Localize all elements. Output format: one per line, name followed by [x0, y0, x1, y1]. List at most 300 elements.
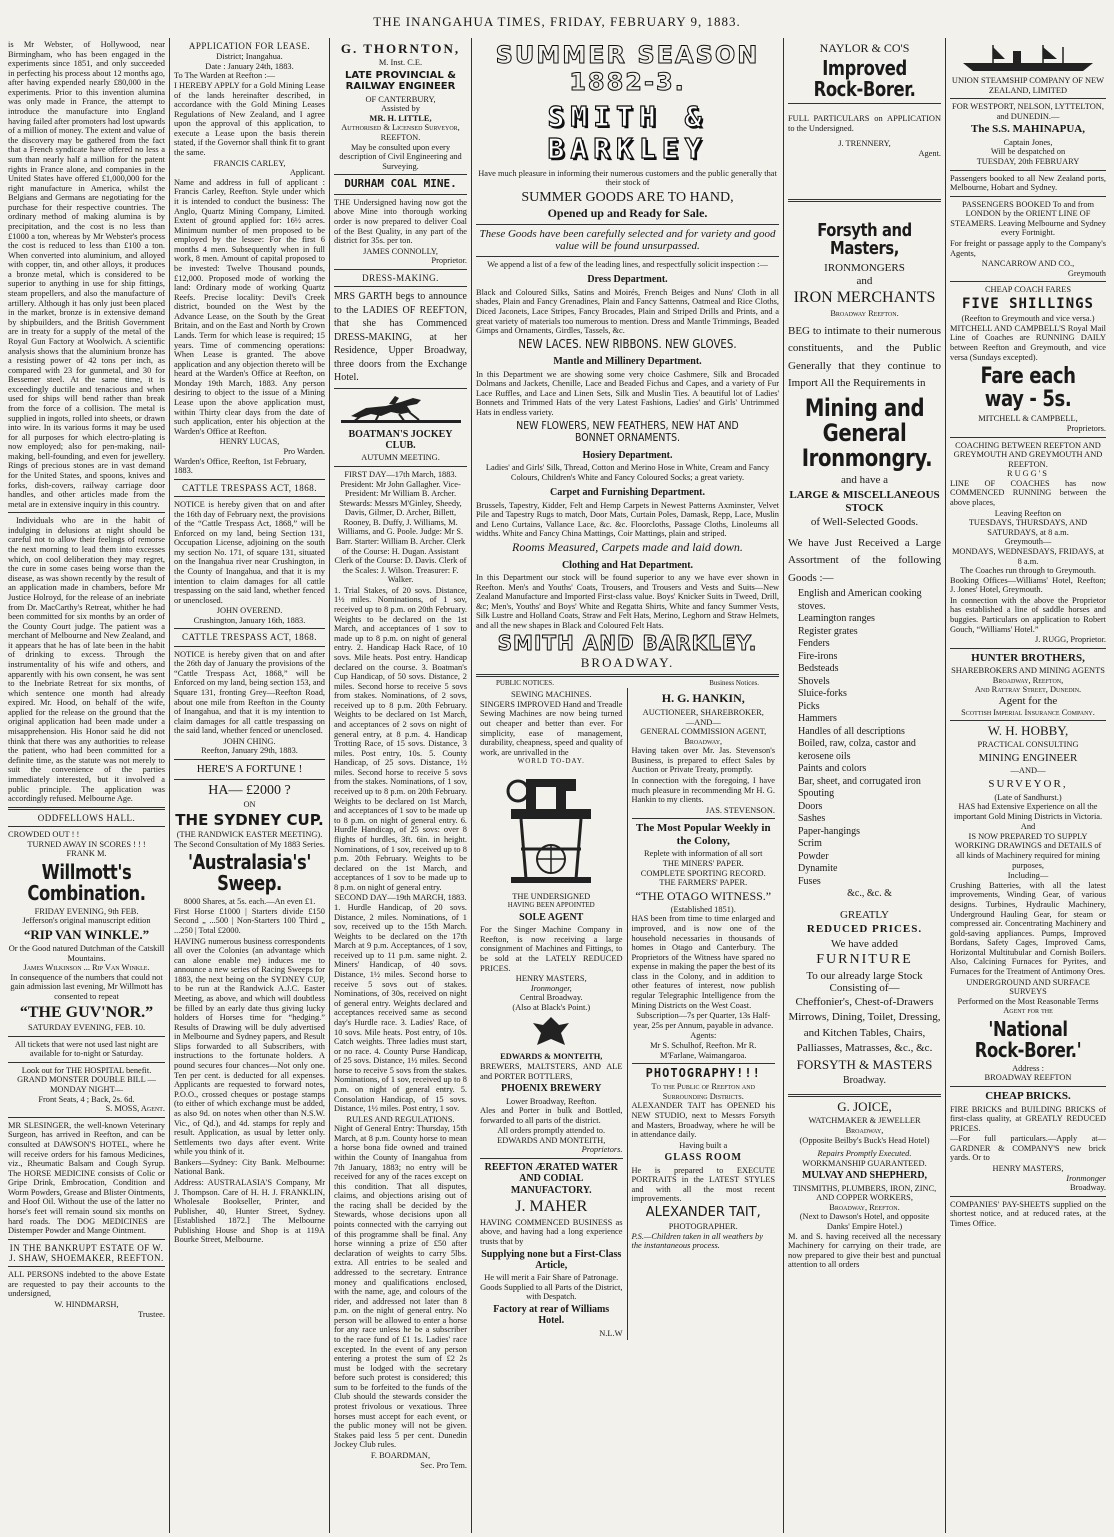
furniture-heading: FURNITURE	[816, 952, 913, 968]
brewers-text: BREWERS, MALTSTERS, AND ALE and PORTER BOTTLERS,	[480, 1061, 623, 1081]
next-text: (Next to Dawson's Hotel, and opposite Danks' Empire Hotel.)	[799, 1212, 930, 1232]
lease-details: Name and address in full of applicant : Francis Carley, Reefton. Style under which it is intended to conduct the business: The Anglo, Quartz Mining Company, Limited. Extent of ground applied for: 16½ acres. Minimum number of men proposed to be employed by the lessee: For the first 6 months 4 men. Subsequently when in full work, 8 men. Amount of capital proposed to be invested: Twelve Thousand pounds, £12,000. Proposed mode of working the land: Ordinary mode of working Quartz Reefs. Precise locality: Devil's Creek district, bounded on the West by the Advance Lease, on the South by the Great Britain, and on the East and North by Crown Lands. Term for which lease is required; 15 years. Time of commencing operations: When Lease is granted. The above application and any objection thereto will be heard at the Warden's Office at Reefton, on Monday 19th March, 1883. Any person desiring to object to the issue of a Mining Lease upon the above application must, within Thirty clear days from the date of such application, enter his objection at the Warden's Office at Reefton.	[174, 177, 325, 436]
central-text: Central Broadway.	[519, 993, 583, 1003]
prepared-text: IS NOW PREPARED TO SUPPLY WORKING DRAWINGS and DETAILS of all kinds of Machinery required for mining purposes,	[954, 831, 1102, 870]
divider	[174, 628, 325, 629]
for-text: FOR WESTPORT, NELSON, LYTTELTON, and DUNEDIN.—	[952, 102, 1104, 121]
divider	[476, 224, 779, 225]
rattray-text: And Rattray Street, Dunedin.	[974, 685, 1082, 695]
sec-text: Sec. Pro Tem.	[420, 1460, 467, 1470]
allpersons-text: ALL PERSONS indebted to the above Estate are requested to pay their accounts to the undersigned,	[8, 1270, 165, 1299]
clothing-heading: Clothing and Hat Department.	[561, 559, 694, 571]
append-text: We append a list of a few of the leading lines, and respectfully solicit inspection :—	[487, 259, 768, 269]
lease-title: APPLICATION FOR LEASE.	[188, 41, 311, 51]
joice-broadway: Broadway,	[845, 1126, 884, 1136]
races-day1: 1. Trial Stakes, of 20 sovs. Distance, 1½ miles. Nominations, of 1 sov, received up to 8 p.m. on 20th February. Weights to be declared on the 1st March, and acceptances of 1 sov to made up to 8 p.m. on night of general entry. 2. Handicap Hack Race, of 10 sovs. Mile heats. Post entry. Handicap declared on the course. 3. Boatman's Cup Handicap, of 50 sovs. Distance, 2 miles. Second horse to receive 5 sovs from stakes. Nominations, of 2 sovs, received up to 8 p.m. 20th February. Weights to be declared on 1st March, and acceptances of 2 sovs on night of general entry, at 8 p.m. 4. Handicap Trotting Race, of 15 sovs. Distance, 3 miles. Post entry, 10s. 5. County Handicap, of 25 sovs. Distance, 1½ miles. Second horse to receive 5 sovs from the stakes. Nominations, of 1 sov, received up to 8 p.m. on 20th February. Weights to be declared on 1st March, and acceptances of 1 sov to be made up to 8 p.m. on night of general entry. 6. Hurdle Handicap, of 25 sovs: over 8 flights of hurdles, 3ft. 6in. in height. Nominations, of 1 sov, received up to 8 p.m. 20th February. Weights to be declared on the 1st March, and acceptances of 1 sov to be made up to 8 p.m. on night of general entry.	[334, 585, 467, 892]
column-6	[946, 38, 1110, 1533]
opened-text: Opened up and Ready for Sale.	[547, 206, 708, 221]
hankin-body-2: In connection with the foregoing, I have much pleasure in recommending Mr H. G. Hankin to my clients.	[631, 775, 775, 805]
tinsmiths-text: TINSMITHS, PLUMBERS, IRON, ZINC, AND COPPER WORKERS,	[792, 1183, 937, 1203]
sharebrokers-text: SHAREBROKERS AND MINING AGENTS	[951, 666, 1105, 676]
hosiery-heading: Hosiery Department.	[582, 449, 673, 461]
firstday-text: FIRST DAY—17th March, 1883.	[344, 469, 457, 479]
photographer-text: PHOTOGRAPHER.	[668, 1222, 738, 1232]
stevenson-signature: JAS. STEVENSON.	[705, 805, 775, 815]
lower-broadway-text: Lower Broadway, Reefton.	[505, 1096, 597, 1106]
canterbury-text: OF CANTERBURY,	[365, 94, 436, 104]
fire-bricks-text: FIRE BRICKS and BUILDING BRICKS of first-class quality, at GREATLY REDUCED PRICES.	[950, 1104, 1106, 1133]
italic-text: These Goods have been carefully selected and for variety and good value will be found unsurpassed.	[479, 227, 776, 253]
rock-borer-heading: Improved Rock-Borer.	[813, 56, 916, 102]
turned-text: TURNED AWAY IN SCORES ! ! !	[27, 839, 146, 849]
days1-text: TUESDAYS, THURSDAYS, AND SATURDAYS, at 8 a.m.	[968, 518, 1088, 537]
divider	[334, 388, 467, 389]
goods-item: Powder	[798, 850, 829, 862]
trespass-title-1: CATTLE TRESPASS ACT, 1868.	[181, 482, 318, 493]
garth-body: MRS GARTH begs to announce to the LADIES OF REEFTON, that she has Commenced DRESS-MAKING, at her Residence, Upper Broadway, three doors from the Exchange Hotel.	[334, 291, 467, 384]
replete-text: Replete with information of all sort	[644, 849, 763, 859]
aluminium-article: is Mr Webster, of Hollywood, near Birmingham, who has been engaged in the experiments since 1851, and only succeeded in perfecting his process about 12 months ago, after having expended nearly £80,000 in the experiments. Prior to this invention alumina was only made in France, the attempt to introduce the manufacture into England having failed after promoters had lost upwards of a million of money. The extent and value of the discovery may be gathered from the fact that a French syndicate have offered no less a sum than nearly half a million for the patent rights in France alone, and companies in the United States have offered £1,000,000 for the right manufacture in America, whilst the Belgians and Germans are negotiating for the purchase for their respective countries. The ordinary method of making alumina is by precipitation, and the cost is no less than £1000 a ton, whereas by Mr Webster's process the cost is reduced to less than £100 a ton. When converted into aluminium, and alloyed with copper, tin, and other alloys, it produces a bronze metal, which is considered to be superior to anything in use for ship fittings, steam propellers, and also the manufacture of artillery. Although it has only just been placed in the market, bronze is in extensive demand by shipbuilders, and the British Government are in treaty for a supply of the metal of the Royal Gun Factory at Woolwich. A scientific analysis shows that the aluminium bronze has a resisting power of 42 tons per inch, as compared with 23 for gunmetal, and 30 for Bessemer steel. At the same time, it is exceedingly ductile and tenacious and when used for ships will bend rather than break from the force of a collision. The metal is supplied in ingots, rolled into sheets, or drawn into wire. In its various forms it may be used for all purposes for which electro-plating is now employed; also for pen-making, nail-making, bell-founding, and even for jewellery. Rings of precious stones are in vast demand for the United States, and spoons, knives and forks, dish-covers, railway carriage door handles, and other articles made from the metal are in extensive inquiry in this country.	[8, 40, 165, 509]
surveyor-heading: SURVEYOR,	[988, 778, 1068, 791]
mining-engineer: MINING ENGINEER	[978, 751, 1078, 764]
authorised-text: Authorised & Licensed Surveyor,	[341, 123, 460, 133]
notices-subcolumns	[476, 688, 779, 1340]
greatly-text: GREATLY	[839, 908, 889, 921]
divider	[950, 720, 1106, 721]
ironmongers-text: IRONMONGERS	[824, 262, 905, 275]
racehorse-illustration	[341, 392, 461, 426]
photo-to-text: To the Public of Reefton and Surrounding Districts.	[651, 1082, 755, 1101]
goods-item: Paper-hangings	[798, 825, 861, 837]
ching-date: Reefton, January 29th, 1883.	[201, 746, 298, 756]
notices-labels	[476, 680, 779, 688]
prizes-text: First Horse £1000 | Starters divide £150 Second „ ...500 | Non-Starters 100 Third „ ...250 | Total £2000.	[174, 906, 325, 935]
and-text: —AND—	[685, 717, 721, 727]
consequence-text: In consequence of the numbers that could not gain admission last evening, Mr Willmott has consented to repeat	[10, 972, 163, 1001]
having-been-text: HAVING BEEN APPOINTED	[507, 900, 595, 909]
and-text: and	[856, 274, 873, 287]
supplying-text: Supplying none but a First-Class Article,	[481, 1248, 622, 1271]
henry-masters-text: HENRY MASTERS,	[515, 974, 587, 984]
seats-text: Front Seats, 4 ; Back, 2s. 6d.	[38, 1094, 135, 1104]
rules-body: Night of General Entry: Thursday, 15th March, at 8 p.m. County horse to mean a horse bona fide owned and trained within the County of Inangahua from 7th January, 1883; no entry will be received for any of the races except on this condition. That all disputes, claims, and objections arising out of the racing shall be decided by the Stewards, whose decisions upon all points connected with the carrying out of this programme shall be final. Any horse winning a prize of £50 after declaration of weights to carry 5lbs. extra. All entries to be sealed and addressed to the secretary. Entrance money and qualifications enclosed, with the name, age, and colours of the rider, and addressed not later than 8 p.m. on the night of general entry. No person will be allowed to enter a horse for any race unless he be a subscriber to the race fund of £1 1s. Ladies' race excepted. In the event of any person entering a protest the sum of £2 2s must be lodged with the secretary before such protest is considered; this sum to be forfeited to the funds of the Club should the stewards consider the protest frivolous or vexatious. Three horses must accept for each event, or the public money will not be given. Stakes paid less 5 per cent. Dunedin Jockey Club rules.	[334, 1124, 467, 1450]
dressmaking-heading: DRESS-MAKING.	[362, 272, 439, 283]
thornton-heading: G. THORNTON,	[340, 41, 461, 56]
clothing-body: In this Department our stock will be found superior to any we have ever shown in Reefton. Men's and Youths' Coats, Trousers, and Trousers and Vests and Suits—New Zealand Manufacture and Imported First-class value. Boys' Knicker Suits in Tweed, Drill, &c; Men's, Youths' and Boys' White and Regatta Shirts, White and fancy Summer Vests, Silk Lustre and Holland Coats, Straw and Felt Hats, Merino, Leghorn and Straw Helmets, and all the new shapes in Black and Coloured Felt Hats.	[476, 573, 779, 630]
trennery-signature: J. TRENNERY,	[838, 139, 891, 149]
late-engineer: LATE PROVINCIAL & RAILWAY ENGINEER	[345, 69, 456, 93]
divider	[334, 174, 467, 175]
inebriate-article: Individuals who are in the habit of indulging in delusions at night should be careful not to allow their feelings of remorse the next morning to lead them into excesses which, on cool deliberation they may regret, the cure in some cases being worse than the disease, as was shown recently by the result of an application made in chambers, before Mr Justice Holroyd, for the release of an inebriate from Dr. MacCarthy's Retreat, whither he had been committed for six months by an order of the County Court judge. The patient was a merchant of Melbourne and New Zealand, and it appears that he has of late been in the habit of drinking to excess. Through the instrumentality of his wife and others, and apparently with his own consent, he was sent to the Inebriate Retreat for six months, of which sentence one month had already expired. Mr. Hood, on behalf of the wife, applied for the release on the ground that the original application had been made under a misapprehension. His Honor said he did not think that there was any authorities to release the patient, who had been committed for a definite time, as the statute was not merely to suit the convenience of the parties immediately interested, but it involved a public principle. The application was accordingly refused. Melbourne Age.	[8, 516, 165, 804]
steamship-illustration	[953, 43, 1103, 73]
mantle-heading: Mantle and Millinery Department.	[553, 356, 702, 368]
goods-item: Scrim	[798, 838, 822, 850]
divider	[8, 1239, 165, 1240]
goods-item: Dynamite	[798, 863, 838, 875]
district-text: District; Inangahua.	[216, 52, 283, 62]
ching-signature: JOHN CHING.	[223, 736, 276, 746]
durham-body: THE Undersigned having now got the above Mine into thorough working order is now prepared to deliver Coal of the Best Quality, in any part of the district for 35s. per ton.	[334, 197, 467, 246]
and-text: —AND—	[1010, 766, 1046, 776]
carley-signature: FRANCIS CARLEY,	[213, 158, 286, 168]
undersigned-text: THE UNDERSIGNED	[512, 892, 591, 902]
auctioneer-text: AUCTIONEER, SHAREBROKER,	[642, 707, 764, 717]
goods-item: Leamington ranges	[798, 613, 875, 625]
goods-list	[788, 588, 941, 901]
divider	[950, 1196, 1106, 1197]
divider	[632, 818, 776, 819]
maher-heading: J. MAHER	[515, 1198, 588, 1216]
goods-item: Sluice-forks	[798, 688, 847, 700]
captain-text: Captain Jones,	[1003, 137, 1053, 147]
to-warden: To The Warden at Reefton :—	[174, 71, 275, 81]
goods-item: Bar, sheet, and corrugated iron	[798, 775, 921, 787]
second-consultation: The Second Consultation of My 1883 Series.	[174, 839, 325, 849]
mitchell-text: MITCHELL AND CAMPBELL'S Royal Mail Line of Coaches are RUNNING DAILY between Reefton and Greymouth, and vice versa (Sundays excepted).	[950, 323, 1106, 362]
carpet-body: Brussels, Tapestry, Kidder, Felt and Hemp Carpets in Newest Patterns Axminster, Velvet Pile and Tapestry Rugs to match, Door Mats, Curtain Poles, Damask, Repp, Lace, Muslin and Leno Curtains, Vallance Lace, &c. &c. Floorcloths, Passage Cloths, Linoleums all widths. White and Fancy China Mattings, Coir Mattings, plain and striped.	[476, 500, 779, 539]
races-day2: 1. Hurdle Handicap, of 20 sovs. Distance, 2 miles. Nominations, of 1 sov, received up to the 15th March. Weights to be declared on the 17th March at 9 p.m. Acceptances, of 1 sov, received up to 11 p.m. same night. 2. Miners' Handicap, of 40 sovs. Distance, 1½ miles. Second horse to receive 5 sovs out of stakes. Nominations, of 30s, received on night of general entry. Weights declared and acceptances received same as second day's Hurdle race. 3. Ladies' Race, of 10 sovs. Mile heats. Post entry, of 10s. Catch weights. Three ladies must start, or no race. 4. County Purse Handicap, of 25 sovs. Distance, 1½ miles. Second horse to receive 5 sovs from the stakes. Nominations, of 1 sov, received up to 8 p.m. on night of general entry. 5. Consolation Handicap, of 15 sovs. Distance, 1½ miles. Post entry, 1 sov.	[334, 902, 467, 1114]
ship-heading: The S.S. MAHINAPUA,	[971, 123, 1085, 136]
bankrupt-heading: IN THE BANKRUPT ESTATE OF W. J. SHAW, SHOEMAKER, REEFTON.	[9, 1242, 164, 1263]
divider	[8, 1117, 165, 1118]
divider	[476, 674, 779, 677]
repairs-text: Repairs Promptly Executed.	[817, 1149, 912, 1159]
divider	[334, 286, 467, 287]
or-good-text: Or the Good natured Dutchman of the Catskill Mountains.	[8, 944, 165, 963]
divider	[476, 256, 779, 257]
applicant-text: Applicant.	[289, 168, 325, 178]
divider	[950, 170, 1106, 171]
machinery-text: Crushing Batteries, with all the latest improvements, Winding Gear, of various designs. Turbines, Hydraulic Machinery, Underground Hauling Gear, for steam or compressed air. Concentrating Machinery and gold-saving appliances. Pumps, Improved Bordans, Safety Cages, Improved Cams, Horizontal Multitubular and Cornish Boilers. Also, Calcining Furnaces for Pyrites, and Furnaces for the Treatment of Antimony Ores.	[950, 880, 1106, 976]
assisted-text: Assisted by	[381, 104, 420, 114]
consulted-text: May be consulted upon every description of Civil Engineering and Surveying.	[339, 142, 462, 171]
union-heading: UNION STEAMSHIP COMPANY OF NEW ZEALAND, LIMITED	[951, 76, 1105, 95]
greymouth2-text: Greymouth—	[1004, 537, 1052, 547]
goods-item: Shovels	[798, 675, 830, 687]
address-label: Address :	[1012, 1063, 1044, 1073]
general-text: GENERAL COMMISSION AGENT,	[640, 727, 767, 737]
late-text: (Late of Sandhurst.)	[994, 792, 1062, 802]
connolly-signature: JAMES CONNOLLY,	[363, 246, 438, 256]
hobby-heading: W. H. HOBBY,	[987, 723, 1069, 739]
broadway-text: BROADWAY.	[580, 655, 675, 671]
rooms-text: Rooms Measured, Carpets made and laid down.	[512, 539, 743, 554]
goods-item: Boiled, raw, colza, castor and kerosene oils	[798, 738, 916, 762]
coaching-text: COACHING BETWEEN REEFTON AND GREYMOUTH AND GREYMOUTH AND REEFTON.	[953, 440, 1103, 469]
moss-signature: S. MOSS, Agent.	[105, 1104, 165, 1114]
sole-agent-heading: SOLE AGENT	[519, 911, 584, 923]
hosiery-body: Ladies' and Girls' Silk, Thread, Cotton and Merino Hose in White, Cream and Fancy Colours, Children's White and Fancy Coloured Socks; a great variety.	[485, 463, 770, 482]
scottish-text: Scottish Imperial Insurance Company.	[961, 707, 1095, 717]
carpet-heading: Carpet and Furnishing Department.	[549, 487, 705, 499]
watchmaker-text: WATCHMAKER & JEWELLER	[808, 1116, 921, 1126]
divider	[174, 479, 325, 480]
column-4	[472, 38, 784, 1533]
goods-item: Picks	[798, 700, 820, 712]
subscription-text: Subscription—7s per Quarter, 13s Half-year, 25s per Annum, payable in advance.	[633, 1011, 774, 1030]
jockey-heading: BOATMAN'S JOCKEY CLUB.	[348, 428, 453, 451]
bricks-heading: CHEAP BRICKS.	[985, 1090, 1071, 1103]
agent-for-text: Agent for the	[998, 694, 1058, 707]
divider	[950, 437, 1106, 438]
sewing-machine-illustration	[496, 769, 606, 889]
divider	[950, 281, 1106, 282]
joice-heading: G. JOICE,	[837, 1099, 892, 1115]
pro-warden-text: Pro Warden.	[283, 446, 325, 456]
divider	[334, 269, 467, 270]
agents-list: Mr S. Schulhof, Reefton. Mr R. M'Farlane, Waimangaroa.	[650, 1040, 757, 1060]
sweep-body: HAVING numerous business correspondents all over the Colonies (an advantage which can alone enable me) induces me to announce a new series of Racing Sweeps for 1883, the next being on the SYDNEY CUP, to be run at the Randwick A.J.C. Easter Meeting, as above, and which will doubtless be filled by an early date thus giving lucky holders of Horses time for “hedging.” Results of Drawing will be duly advertised in Melbourne and Sydney papers, and Result Slips forwarded to all Subscribers, with instructions to the fortunate holders. A pound secures four chances—Not only one. Ten per cent. is deducted for all expenses. Applicants are requested to forward notes, P.O.O., crossed cheques or postage stamps (to either of which exchange must be added, as also 9d. on notes when other than N.S.W. Vic., of Qd.), and 4d. stamps for reply and result. Application, as usual by letter only. Settlements two days after event. Write while you think of it.	[174, 936, 325, 1157]
autumn-text: AUTUMN MEETING.	[361, 453, 440, 463]
divider	[788, 1094, 941, 1097]
divider	[8, 1266, 165, 1267]
column-1	[4, 38, 170, 1533]
connection-text: In connection with the above the Proprietor has established a line of saddle horses and buggies. Particulars on application to Robert Gouch, “Williams' Hotel.”	[950, 595, 1106, 634]
divider	[174, 779, 325, 780]
hankin-body: Having taken over Mr. Jas. Stevenson's Business, is prepared to effect Sales by Auction or Private Treaty, promptly.	[631, 746, 775, 775]
mulvay-body: M. and S. having received all the necessary Machinery for carrying on their trade, are now prepared to give their best and punctual attention to all orders	[788, 1231, 941, 1270]
edwards-signature: EDWARDS AND MONTEITH,	[497, 1135, 606, 1145]
mulvay-broadway: Broadway, Reefton.	[829, 1202, 900, 1212]
coaches-text: The Coaches run through to Greymouth.	[960, 566, 1096, 576]
minst-text: M. Inst. C.E.	[378, 58, 423, 68]
proprietor-text: Proprietor.	[431, 256, 467, 266]
goods-item: &c., &c. &	[847, 888, 892, 900]
freight-text: For freight or passage apply to the Company's Agents,	[950, 239, 1106, 258]
ales-text: Ales and Porter in bulk and Bottled, forwarded to all parts of the district.	[480, 1106, 623, 1125]
divider	[8, 826, 165, 827]
photography-heading: PHOTOGRAPHY!!!	[645, 1066, 761, 1081]
tait-heading: ALEXANDER TAIT,	[645, 1205, 761, 1221]
established-text: (Established 1851).	[670, 904, 736, 914]
farmers-text: THE FARMERS' PAPER.	[659, 878, 748, 888]
willmott-heading: Willmott's Combination.	[27, 859, 146, 905]
miners-paper-text: THE MINERS' PAPER.	[662, 858, 744, 868]
edwards-heading: EDWARDS & MONTEITH,	[500, 1052, 603, 1062]
flowers-text: NEW FLOWERS, NEW FEATHERS, NEW HAT AND BONNET ORNAMENTS.	[516, 418, 739, 445]
ruggs-text: RUGG'S	[1007, 469, 1049, 479]
date-text: Date : January 24th, 1883.	[205, 61, 294, 71]
goods-item: English and American cooking stoves.	[798, 588, 922, 612]
smith-barkley-heading: SMITH & BARKLEY	[547, 99, 708, 165]
divider	[950, 98, 1106, 99]
goods-item: Doors	[798, 800, 823, 812]
proprietors-text: Proprietors.	[581, 1145, 623, 1155]
lucas-signature: HENRY LUCAS,	[219, 437, 280, 447]
factory-text: Factory at rear of Williams Hotel.	[493, 1304, 610, 1327]
cast-text: James Wilkinson ... Rip Van Winkle.	[23, 963, 150, 973]
oddfellows-title: ODDFELLOWS HALL.	[37, 812, 136, 823]
divider	[174, 496, 325, 497]
world-text: WORLD TO-DAY.	[517, 757, 585, 766]
ironmonger-text: Ironmonger	[1066, 1173, 1106, 1183]
hunter-broadway: Broadway, Reefton,	[992, 675, 1064, 685]
divider	[174, 646, 325, 647]
divider	[8, 512, 165, 513]
large-stock-heading: LARGE & MISCELLANEOUS STOCK	[789, 488, 940, 514]
otago-heading: “THE OTAGO WITNESS.”	[635, 888, 772, 903]
cheap-coach: CHEAP COACH FARES	[984, 285, 1072, 295]
intro-text: Have much pleasure in informing their numerous customers and the public generally that their stock of	[478, 168, 777, 188]
fm-broadway: Broadway.	[843, 1074, 886, 1086]
boardman-signature: F. BOARDMAN,	[370, 1450, 431, 1460]
divider	[8, 1036, 165, 1037]
goods-item: Paints and colors	[798, 763, 867, 775]
passengers-text: Passengers booked to all New Zealand ports, Melbourne, Hobart and Sydney.	[950, 173, 1106, 193]
agents-label: Agents:	[690, 1031, 717, 1041]
ps-text: P.S.—Children taken in all weathers by the instantaneous process.	[631, 1231, 763, 1251]
dress-body: Black and Coloured Silks, Satins and Moirés, French Beiges and Nuns' Cloth in all shades, Plain and Fancy Grenadines, Plain and Fancy Sattenns, Oatmeal and Rice Cloths, Diced Jaconets, Lace Stripes, Fancy Brocades, Plain and Striped Drills and Prints, and a great variety of materials too numerous to mention. Dress and Mantle Trimmings, Beaded Gimps and Ornaments, Girdles, Tassels, &c.	[476, 287, 779, 336]
nlw-text: N.L.W	[599, 1328, 623, 1338]
goods-item: Bedsteads	[798, 663, 839, 675]
sub-column-left	[476, 688, 628, 1340]
despatch-text: Will be despatched on	[990, 147, 1066, 157]
national-heading: 'National Rock-Borer.'	[974, 1016, 1082, 1062]
popular-heading: The Most Popular Weekly in the Colony,	[635, 822, 771, 847]
henry-text: HENRY MASTERS,	[992, 1164, 1064, 1174]
column-2	[170, 38, 330, 1533]
have-a-text: and have a	[840, 474, 889, 487]
goods-item: Register grates	[798, 625, 858, 637]
agent-for2-text: Agent for the	[1003, 1006, 1053, 1016]
overend-date: Crushington, January 16th, 1883.	[193, 615, 306, 625]
line-text: LINE OF COACHES has now COMMENCED RUNNING between the above places,	[950, 478, 1106, 508]
subs-text: 8000 Shares, at 5s. each.—An even £1.	[183, 897, 316, 907]
sweep-address: Address: AUSTRALASIA'S Company, Mr J. Thompson. Care of H. H. J. FRANKLIN, Wholesale Bookseller, Printer, and Publisher, 40, Hunter Street, Sydney. [Established 1872.] The Melbourne Publishing House and Shop is at 119A Bourke Street, Melbourne.	[174, 1177, 325, 1245]
hunter-heading: HUNTER BROTHERS,	[971, 651, 1085, 664]
agent-text: Agent.	[918, 148, 941, 158]
slesinger-ad: MR SLESINGER, the well-known Veterinary Surgeon, has arrived in Reefton, and can be consulted at DAWSON'S HOTEL, where he will receive orders for his famous Medicines, viz., Rheumatic Balsam and Cough Syrup. The HORSE MEDICINE consists of Colic or Gripe Drink, Embrocation, Condition and Worm Powders, Grease and Blister Ointments, and Hoof Oil. Without the use of the latter no horse's feet will remain sound six months on hard roads. The DOG MEDICINES are Distemper Powder and Mange Ointment.	[8, 1120, 165, 1236]
divider	[8, 1062, 165, 1063]
received-text: We have Just Received a Large Assortment of the following Goods :—	[788, 536, 941, 584]
reefton-text: REEFTON.	[380, 132, 421, 142]
overend-signature: JOHN OVEREND.	[216, 606, 283, 616]
laces-text: NEW LACES. NEW RIBBONS. NEW GLOVES.	[518, 336, 737, 351]
reduced-heading: REDUCED PRICES.	[806, 923, 923, 936]
randwick-text: (THE RANDWICK EASTER MEETING).	[176, 830, 323, 840]
divider	[334, 466, 467, 467]
opposite-text: (Opposite Beilby's Buck's Head Hotel)	[799, 1135, 930, 1145]
companies-text: COMPANIES' PAY-SHEETS supplied on the shortest notice, and at reduced rates, at the Times Office.	[950, 1199, 1106, 1228]
fortune-heading: HERE'S A FORTUNE !	[196, 763, 303, 776]
rugg-signature: J. RUGG, Proprietor.	[1035, 635, 1106, 645]
saturday-text: SATURDAY EVENING, FEB. 10.	[27, 1023, 146, 1033]
rip-van-winkle: “RIP VAN WINKLE.”	[23, 926, 150, 942]
leaving-text: Leaving Reefton on	[994, 508, 1062, 518]
column-5	[784, 38, 946, 1533]
booking-text: Booking Offices—Williams' Hotel, Reefton; J. Jones' Hotel, Greymouth.	[950, 575, 1106, 595]
jefferson-text: Jefferson's original manuscript edition	[22, 916, 151, 926]
lease-body: I HEREBY APPLY for a Gold Mining Lease of the lands hereinafter described, in accordance with the Gold Mining Leases Regulations of New Zealand, and I agree upon the approval of this application, to execute a Lease upon the basis therein stated, if the Governor shall think fit to grant the same.	[174, 80, 325, 158]
to-stock-text: To our already large Stock Consisting of—	[806, 969, 923, 995]
particulars-text: —For full particulars.—Apply at— GARDNER & COMPANY'S new brick yards. Or to	[950, 1134, 1106, 1163]
mulvay-heading: MULVAY AND SHEPHERD,	[801, 1170, 928, 1182]
on-text: ON	[243, 799, 256, 809]
days2-text: MONDAYS, WEDNESDAYS, FRIDAYS, at 8 a.m.	[951, 546, 1105, 566]
divider	[950, 1086, 1106, 1087]
divider	[788, 199, 941, 202]
workmanship-text: WORKMANSHIP GUARANTEED.	[802, 1158, 927, 1168]
including-text: Including—	[1007, 871, 1049, 881]
also-text: (Also at Black's Point.)	[512, 1002, 591, 1012]
furniture-list: Cheffonier's, Chest-of-Drawers Mirrows, Dining, Toilet, Dressing, and Kitchen Tables, Chairs, Palliasses, Matrasses, &c., &c.	[788, 995, 941, 1055]
hindmarsh-signature: W. HINDMARSH,	[54, 1299, 119, 1309]
lookout-text: Look out for THE HOSPITAL benefit.	[21, 1065, 152, 1075]
divider	[950, 196, 1106, 197]
ha-heading: HA— £2000 ?	[208, 782, 291, 798]
ironmonger-text: Ironmonger,	[530, 983, 572, 993]
beg-text: BEG to intimate to their numerous constituents, and the Public Generally that they continue to Import All the Requirements in	[788, 324, 941, 390]
masthead-title: THE INANGAHUA TIMES, FRIDAY, FEBRUARY 9, 1883.	[373, 14, 741, 29]
iron-merchants-heading: IRON MERCHANTS	[793, 289, 936, 307]
masthead	[0, 0, 1114, 38]
execute-text: He is prepared to EXECUTE PORTRAITS in the LATEST STYLES and with all the most recent improvements.	[631, 1165, 775, 1204]
sporting-text: COMPLETE SPORTING RECORD.	[640, 868, 766, 878]
little-text: MR. H. LITTLE,	[369, 113, 432, 123]
sweep-heading: 'Australasia's' Sweep.	[188, 850, 311, 896]
tickets-text: All tickets that were not used last night are available for to-night or Saturday.	[14, 1039, 159, 1059]
added-text: We have added	[831, 937, 898, 950]
trespass-notice-1: NOTICE is hereby given that on and after the 16th day of February next, the provisions of the “Cattle Trespass Act, 1868,” will be Enforced on my land, being Section 131, Occupation License, adjoining on the south my section No. 171, of square 131, situated on the Inangahua river near Crushington, in the County of Inangahua, and that it is my intention to claim damages for all cattle trespassing on the said land, whether fenced or unenclosed.	[174, 499, 325, 605]
goods-item: Hammers	[798, 713, 837, 725]
rules-heading: RULES AND REGULATIONS.	[346, 1114, 455, 1124]
durham-heading: DURHAM COAL MINE.	[344, 177, 457, 191]
mantle-body: In this Department we are showing some very choice Cashmere, Silk and Brocaded Dolmans and Jackets, Chenille, Lace and Beaded Fichus and Capes, and a variety of Fur Lace Ruffles, and Lace and Linen Sets, Silk and Muslin Ties. A beautiful lot of Ladies' Bonnets and Trimmed Hats of the very Latest Fashions, Ladies' and Girls' Untrimmed Hats in endless variety.	[476, 369, 779, 418]
business-notices-label: Business Notices.	[709, 679, 759, 688]
and2-text: And	[1020, 822, 1036, 832]
friday-text: FRIDAY EVENING, 9th FEB.	[34, 906, 139, 916]
tait-body: ALEXANDER TAIT has OPENED his NEW STUDIO, next to Messrs Forsyth and Masters, Broadway, where he will be in attendance daily.	[631, 1101, 775, 1140]
having-built-text: Having built a	[679, 1140, 728, 1150]
crowded-text: CROWDED OUT ! !	[8, 829, 80, 839]
fm-heading: FORSYTH & MASTERS	[796, 1057, 933, 1073]
divider	[632, 1063, 776, 1064]
goods-item: Fenders	[798, 638, 830, 650]
divider	[174, 759, 325, 760]
full-particulars: FULL PARTICULARS on APPLICATION to the Undersigned.	[788, 114, 941, 133]
secondday-text: SECOND DAY—19th MARCH, 1883.	[334, 893, 467, 903]
five-shillings: FIVE SHILLINGS	[961, 295, 1094, 312]
summer-goods-heading: SUMMER GOODS ARE TO HAND,	[521, 189, 734, 205]
proprietors-text: Proprietors.	[1066, 423, 1106, 433]
page-columns	[4, 38, 1110, 1533]
mc-text: MITCHELL & CAMPBELL,	[978, 414, 1078, 424]
divider	[950, 648, 1106, 649]
broadway-text: Broadway.	[1070, 1183, 1106, 1193]
mining-heading: Mining and General Ironmongry.	[801, 393, 933, 473]
address-text: BROADWAY REEFTON	[984, 1073, 1072, 1083]
column-3	[330, 38, 472, 1533]
trespass-notice-2: NOTICE is hereby given that on and after the 26th day of January the provisions of the “Cattle Trespass Act, 1868,” will be Enforced on my land, being section 153, and Square 131, fronting Grey—Reefton Road, about one mile from Reefton in the County of Inangahua, and that it is my intention to claim damages for all cattle trespassing on the said land, whether fenced or unenclosed.	[174, 649, 325, 736]
divider	[788, 103, 941, 104]
goods-item: Fuses	[798, 875, 821, 887]
wardens-office: Warden's Office, Reefton, 1st February, 1883.	[174, 456, 307, 476]
public-notices-label: PUBLIC NOTICES.	[496, 679, 554, 688]
phoenix-crest-illustration	[531, 1015, 571, 1049]
smith-barkley-footer: SMITH AND BARKLEY.	[497, 631, 758, 656]
practical-text: PRACTICAL CONSULTING	[977, 740, 1079, 750]
goods-item: Spouting	[798, 788, 835, 800]
nancarrow-text: NANCARROW AND CO.,	[981, 259, 1075, 269]
well-selected: of Well-Selected Goods.	[810, 516, 919, 529]
has-had-text: HAS had Extensive Experience on all the important Gold Mining Districts in Victoria.	[953, 802, 1103, 821]
grand-text: GRAND MONSTER DOUBLE BILL —MONDAY NIGHT—	[17, 1075, 156, 1095]
reefton-grey: (Reefton to Greymouth and vice versa.)	[961, 314, 1095, 324]
greymouth-text: Greymouth	[1067, 268, 1106, 278]
frank-text: FRANK M.	[66, 849, 107, 859]
otago-body: HAS been from time to time enlarged and improved, and is now one of the household necessaries in thousands of homes in Otago and Canterbury. The Proprietors of the Witness have spared no expense in making the paper the best of its class in the Colony, and in addition to other features of interest, now publish regular Telegraphic Intelligence from the Mining Districts on the West Coast.	[631, 914, 775, 1010]
performed-text: Performed on the Most Reasonable Terms	[957, 996, 1099, 1006]
